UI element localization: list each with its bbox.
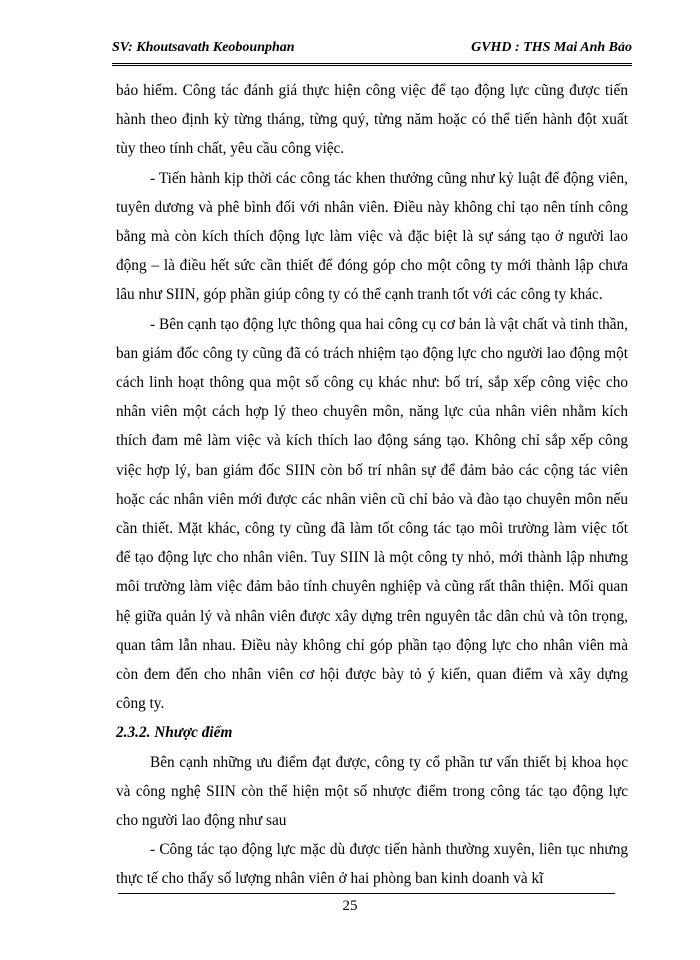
header-advisor: GVHD : THS Mai Anh Bảo	[471, 40, 632, 55]
page-number: 25	[342, 898, 358, 914]
header-rule	[112, 63, 632, 66]
footer-rule	[118, 893, 615, 894]
paragraph-rewards: - Tiến hành kịp thời các công tác khen thưởng cũng như kỷ luật để động viên, tuyên dương và phê bình đối với nhân viên. Điều này không chỉ tạo nên tính công bằng mà còn kích thích động lực làm việc và đặc biệt là sự sáng tạo ở người lao động – là điều hết sức cần thiết để đóng góp cho một công ty mới thành lập chưa lâu như SIIN, góp phần giúp công ty có thể cạnh tranh tốt với các công ty khác.	[116, 169, 628, 304]
section-heading: 2.3.2. Nhược điểm	[116, 724, 233, 742]
page-header	[112, 40, 632, 56]
header-student: SV: Khoutsavath Keobounphan	[112, 40, 295, 55]
paragraph-tools: - Bên cạnh tạo động lực thông qua hai công cụ cơ bản là vật chất và tinh thần, ban giám đốc công ty cũng đã có trách nhiệm tạo động lực cho người lao động một cách linh hoạt thông qua một số công cụ khác như: bố trí, sắp xếp công việc cho nhân viên một cách hợp lý theo chuyên môn, năng lực của nhân viên nhằm kích thích đam mê làm việc và kích thích lao động sáng tạo. Không chỉ sắp xếp công việc hợp lý, ban giám đốc SIIN còn bố trí nhân sự để đảm bảo các cộng tác viên hoặc các nhân viên mới được các nhân viên cũ chỉ bảo và đào tạo chuyên môn nếu cần thiết. Mặt khác, công ty cũng đã làm tốt công tác tạo môi trường làm việc tốt để tạo động lực cho nhân viên. Tuy SIIN là một công ty nhỏ, mới thành lập nhưng môi trường làm việc đảm bảo tính chuyên nghiệp và cũng rất thân thiện. Mối quan hệ giữa quản lý và nhân viên được xây dựng trên nguyên tắc dân chủ và tôn trọng, quan tâm lẫn nhau. Điều này không chỉ góp phần tạo động lực cho nhân viên mà còn đem đến cho nhân viên cơ hội được bày tỏ ý kiến, quan điểm và xây dựng công ty.	[116, 315, 628, 713]
paragraph-continuation: bảo hiểm. Công tác đánh giá thực hiện công việc để tạo động lực cũng được tiến hành theo định kỳ từng tháng, từng quý, từng năm hoặc có thể tiến hành đột xuất tùy theo tính chất, yêu cầu công việc.	[116, 82, 628, 158]
paragraph-weakness-intro: Bên cạnh những ưu điểm đạt được, công ty cổ phần tư vấn thiết bị khoa học và công nghệ SIIN còn thể hiện một số nhược điểm trong công tác tạo động lực cho người lao động như sau	[116, 753, 628, 830]
paragraph-weakness-1: - Công tác tạo động lực mặc dù được tiến hành thường xuyên, liên tục nhưng thực tế cho thấy số lượng nhân viên ở hai phòng ban kinh doanh và kĩ	[116, 841, 628, 888]
page-body	[116, 76, 628, 894]
